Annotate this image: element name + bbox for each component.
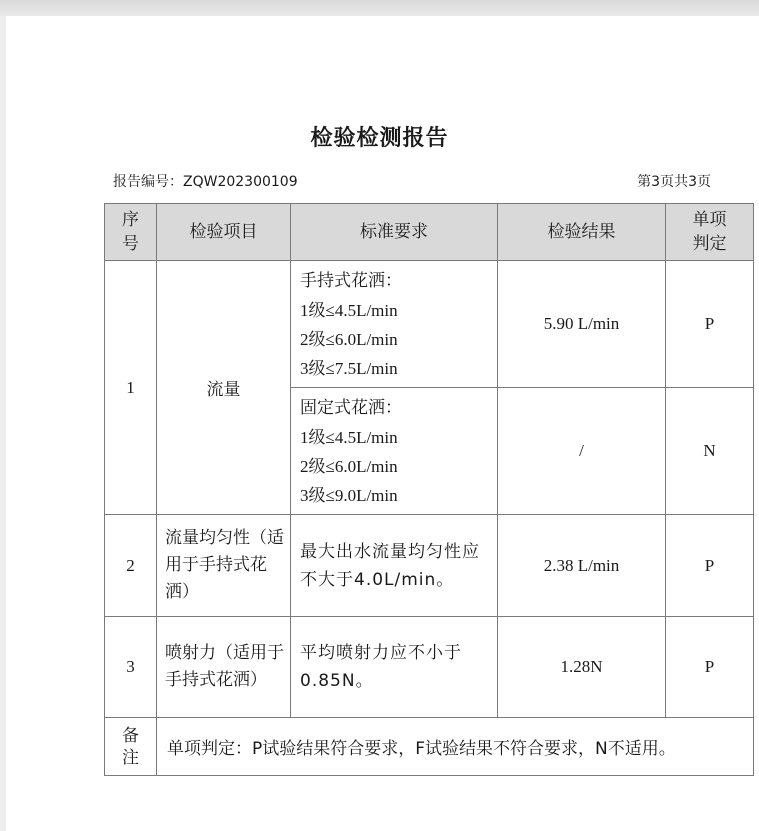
header-judgement: 单项判定 <box>666 204 754 261</box>
standard-title: 固定式花洒： <box>300 398 402 418</box>
row2-item: 流量均匀性（适用于手持式花洒） <box>157 515 291 617</box>
row2-no: 2 <box>105 515 157 617</box>
standard-line: 2级≤6.0L/min <box>300 330 398 349</box>
table-row <box>105 515 754 617</box>
notes-label: 备注 <box>105 718 157 776</box>
row1b-standard <box>291 388 498 515</box>
document-title: 检验检测报告 <box>310 126 449 151</box>
row3-no: 3 <box>105 617 157 718</box>
inspection-table <box>104 203 754 776</box>
header-no: 序号 <box>105 204 157 261</box>
row3-result: 1.28N <box>498 617 666 718</box>
table-header-row <box>105 204 754 261</box>
row1a-judgement: P <box>666 261 754 388</box>
row2-standard: 最大出水流量均匀性应不大于4.0L/min。 <box>291 515 498 617</box>
row3-judgement: P <box>666 617 754 718</box>
row1b-result: / <box>498 388 666 515</box>
standard-line: 2级≤6.0L/min <box>300 457 398 476</box>
row1-item: 流量 <box>157 261 291 515</box>
table-row <box>105 617 754 718</box>
row3-standard: 平均喷射力应不小于0.85N。 <box>291 617 498 718</box>
row2-result: 2.38 L/min <box>498 515 666 617</box>
standard-line: 1级≤4.5L/min <box>300 301 398 320</box>
row1a-standard <box>291 261 498 388</box>
viewer-top-bar <box>0 0 759 16</box>
row2-judgement: P <box>666 515 754 617</box>
standard-line: 3级≤9.0L/min <box>300 486 398 505</box>
header-standard: 标准要求 <box>291 204 498 261</box>
standard-line: 1级≤4.5L/min <box>300 428 398 447</box>
header-result: 检验结果 <box>498 204 666 261</box>
row1-no: 1 <box>105 261 157 515</box>
row3-item: 喷射力（适用于手持式花洒） <box>157 617 291 718</box>
row1b-judgement: N <box>666 388 754 515</box>
standard-line: 3级≤7.5L/min <box>300 359 398 378</box>
notes-text: 单项判定：P试验结果符合要求，F试验结果不符合要求，N不适用。 <box>157 718 754 776</box>
header-item: 检验项目 <box>157 204 291 261</box>
standard-title: 手持式花洒： <box>300 271 402 291</box>
table-row <box>105 261 754 388</box>
notes-row <box>105 718 754 776</box>
report-number: 报告编号：ZQW202300109 <box>113 174 298 190</box>
page-info: 第3页共3页 <box>637 174 711 190</box>
row1a-result: 5.90 L/min <box>498 261 666 388</box>
